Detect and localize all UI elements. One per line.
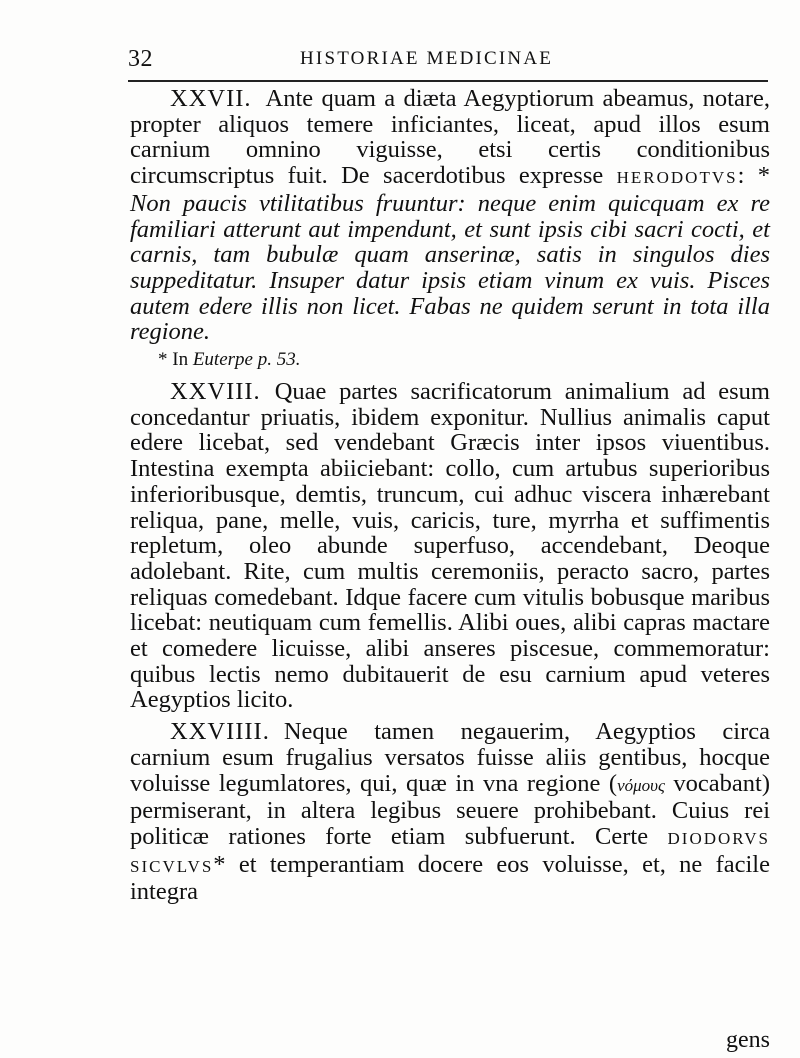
header-rule [128,80,768,82]
catchword: gens [726,1027,770,1053]
paragraph-text: * et temperantiam docere eos voluisse, et, ne facile integra [130,850,770,906]
section-number: XXVII. [170,85,252,112]
paragraph-29 [130,719,770,905]
page-body [130,86,770,905]
paragraph-text: Quae partes sacrificatorum animalium ad esum concedantur priuatis, ibidem exponitur. Nullius animalis caput edere licebat, sed vendebant Græcis inter ipsos viuentibus. Intestina exempta abiiciebant: collo, cum artubus superioribus inferioribusque, demtis, truncum, cui adhuc viscera inhærebant reliqua, pane, melle, vuis, caricis, ture, myrrha et suffimentis repletum, oleo abunde superfuso, accendebant, Deoque adolebant. Rite, cum multis ceremoniis, peracto sacro, partes reliquas comedebant. Idque facere cum vitulis bobusque maribus licebat: neutiquam cum femellis. Alibi oues, alibi capras mactare et comedere licuisse, alibi anseres piscesue, commemoratur: quibus lectis nemo dubitauerit de esu carnium apud veteres Aegyptios licito. [130,378,770,714]
footnote [158,347,770,373]
page-header [128,46,768,76]
paragraph-text: Ante quam a diæta Aegyptiorum abeamus, notare, propter aliquos temere inficiantes, liceat, apud illos esum carnium omnino viguisse, etsi certis conditionibus circumscriptus fuit. De sacerdotibus expresse [130,85,770,190]
footnote-mark: * In [158,349,189,371]
paragraph-text: Neque tamen negauerim, Aegyptios circa carnium esum frugalius versatos fuisse aliis gentibus, hocque voluisse legumlatores, qui, quæ in vna regione ( [130,718,770,797]
author-name: DIODORVS SICVLVS [130,828,770,876]
section-number: XXVIII. [170,378,261,406]
greek-word: νόμους [617,775,665,795]
paragraph-27 [130,86,770,345]
page-number: 32 [128,46,153,72]
quotation: Non paucis vtilitatibus fruuntur: neque enim quicquam ex re familiari atterunt aut impendunt, et sunt ipsis cibi sacri cocti, et carnis, tam bubulæ quam anserinæ, satis in singulos dies suppeditatur. Insuper datur ipsis etiam vinum ex vuis. Pisces autem edere illis non licet. Fabas ne quidem serunt in tota illa regione. [130,189,770,346]
running-title: HISTORIAE MEDICINAE [300,48,554,69]
paragraph-28 [130,379,770,713]
footnote-mark: : * [737,162,771,190]
author-name: HERODOTVS [616,168,738,188]
section-number: XXVIIII. [170,718,270,746]
paragraph-text: vocabant) permiserant, in altera legibus seuere prohibebant. Cuius rei politicæ rationes forte etiam subfuerunt. Certe [130,769,770,850]
footnote-reference: Euterpe p. 53. [192,349,301,371]
